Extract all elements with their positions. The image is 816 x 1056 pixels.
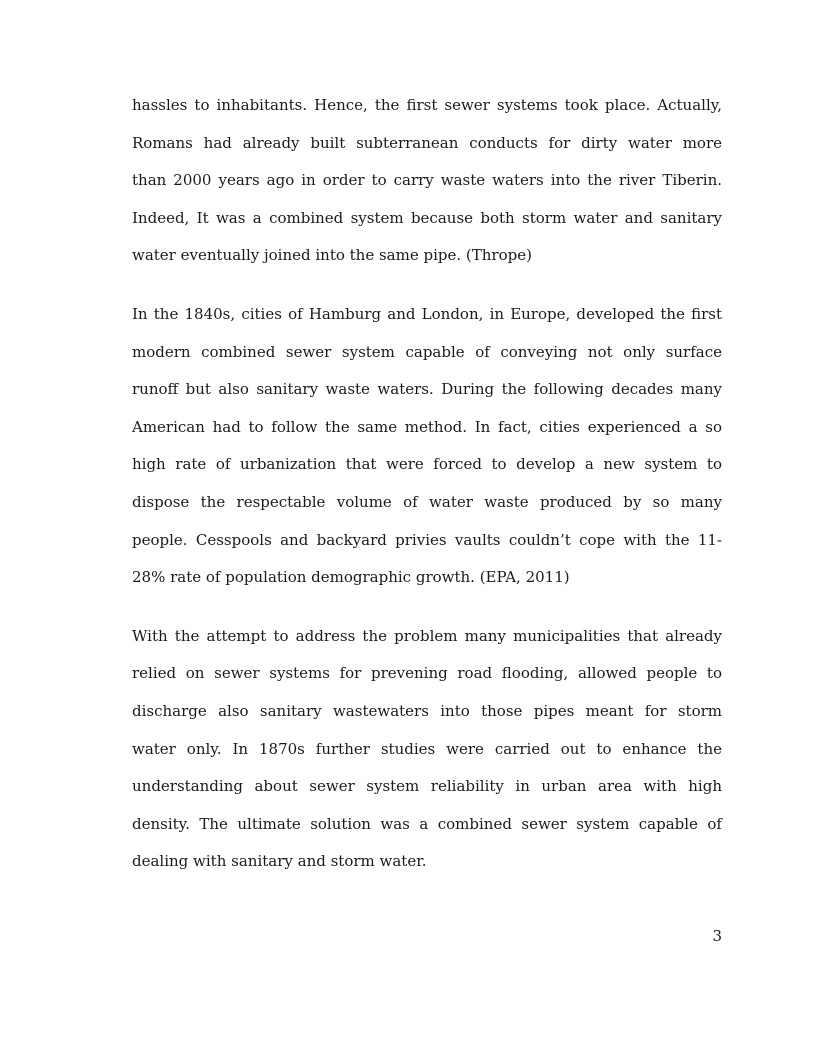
text-line: dispose the respectable volume of water waste produced by so many bbox=[132, 492, 722, 511]
text-line: modern combined sewer system capable of conveying not only surface bbox=[132, 342, 722, 361]
text-line: density. The ultimate solution was a combined sewer system capable of bbox=[132, 814, 722, 833]
text-line: water eventually joined into the same pipe. (Thrope) bbox=[132, 246, 532, 265]
text-line: With the attempt to address the problem many municipalities that already bbox=[132, 626, 722, 645]
body-text bbox=[132, 87, 722, 902]
text-line: people. Cesspools and backyard privies vaults couldn’t cope with the 11- bbox=[132, 530, 722, 549]
text-line: runoff but also sanitary waste waters. During the following decades many bbox=[132, 380, 722, 399]
text-line: 28% rate of population demographic growth. (EPA, 2011) bbox=[132, 568, 570, 587]
text-line: hassles to inhabitants. Hence, the first sewer systems took place. Actually, bbox=[132, 96, 722, 114]
text-line: water only. In 1870s further studies were carried out to enhance the bbox=[132, 739, 722, 758]
text-line: In the 1840s, cities of Hamburg and London, in Europe, developed the first bbox=[132, 304, 722, 323]
text-line: than 2000 years ago in order to carry waste waters into the river Tiberin. bbox=[132, 171, 722, 190]
paragraph-3 bbox=[132, 618, 722, 881]
text-line: American had to follow the same method. In fact, cities experienced a so bbox=[132, 417, 722, 436]
text-line: understanding about sewer system reliability in urban area with high bbox=[132, 777, 722, 796]
paragraph-2 bbox=[132, 296, 722, 597]
text-line: discharge also sanitary wastewaters into those pipes meant for storm bbox=[132, 701, 722, 720]
text-line: relied on sewer systems for prevening road flooding, allowed people to bbox=[132, 664, 722, 683]
text-line: Indeed, It was a combined system because both storm water and sanitary bbox=[132, 208, 722, 227]
text-line: Romans had already built subterranean conducts for dirty water more bbox=[132, 133, 722, 152]
page-number: 3 bbox=[712, 927, 722, 945]
text-line: dealing with sanitary and storm water. bbox=[132, 852, 427, 871]
paragraph-1 bbox=[132, 87, 722, 275]
text-line: high rate of urbanization that were forced to develop a new system to bbox=[132, 455, 722, 474]
